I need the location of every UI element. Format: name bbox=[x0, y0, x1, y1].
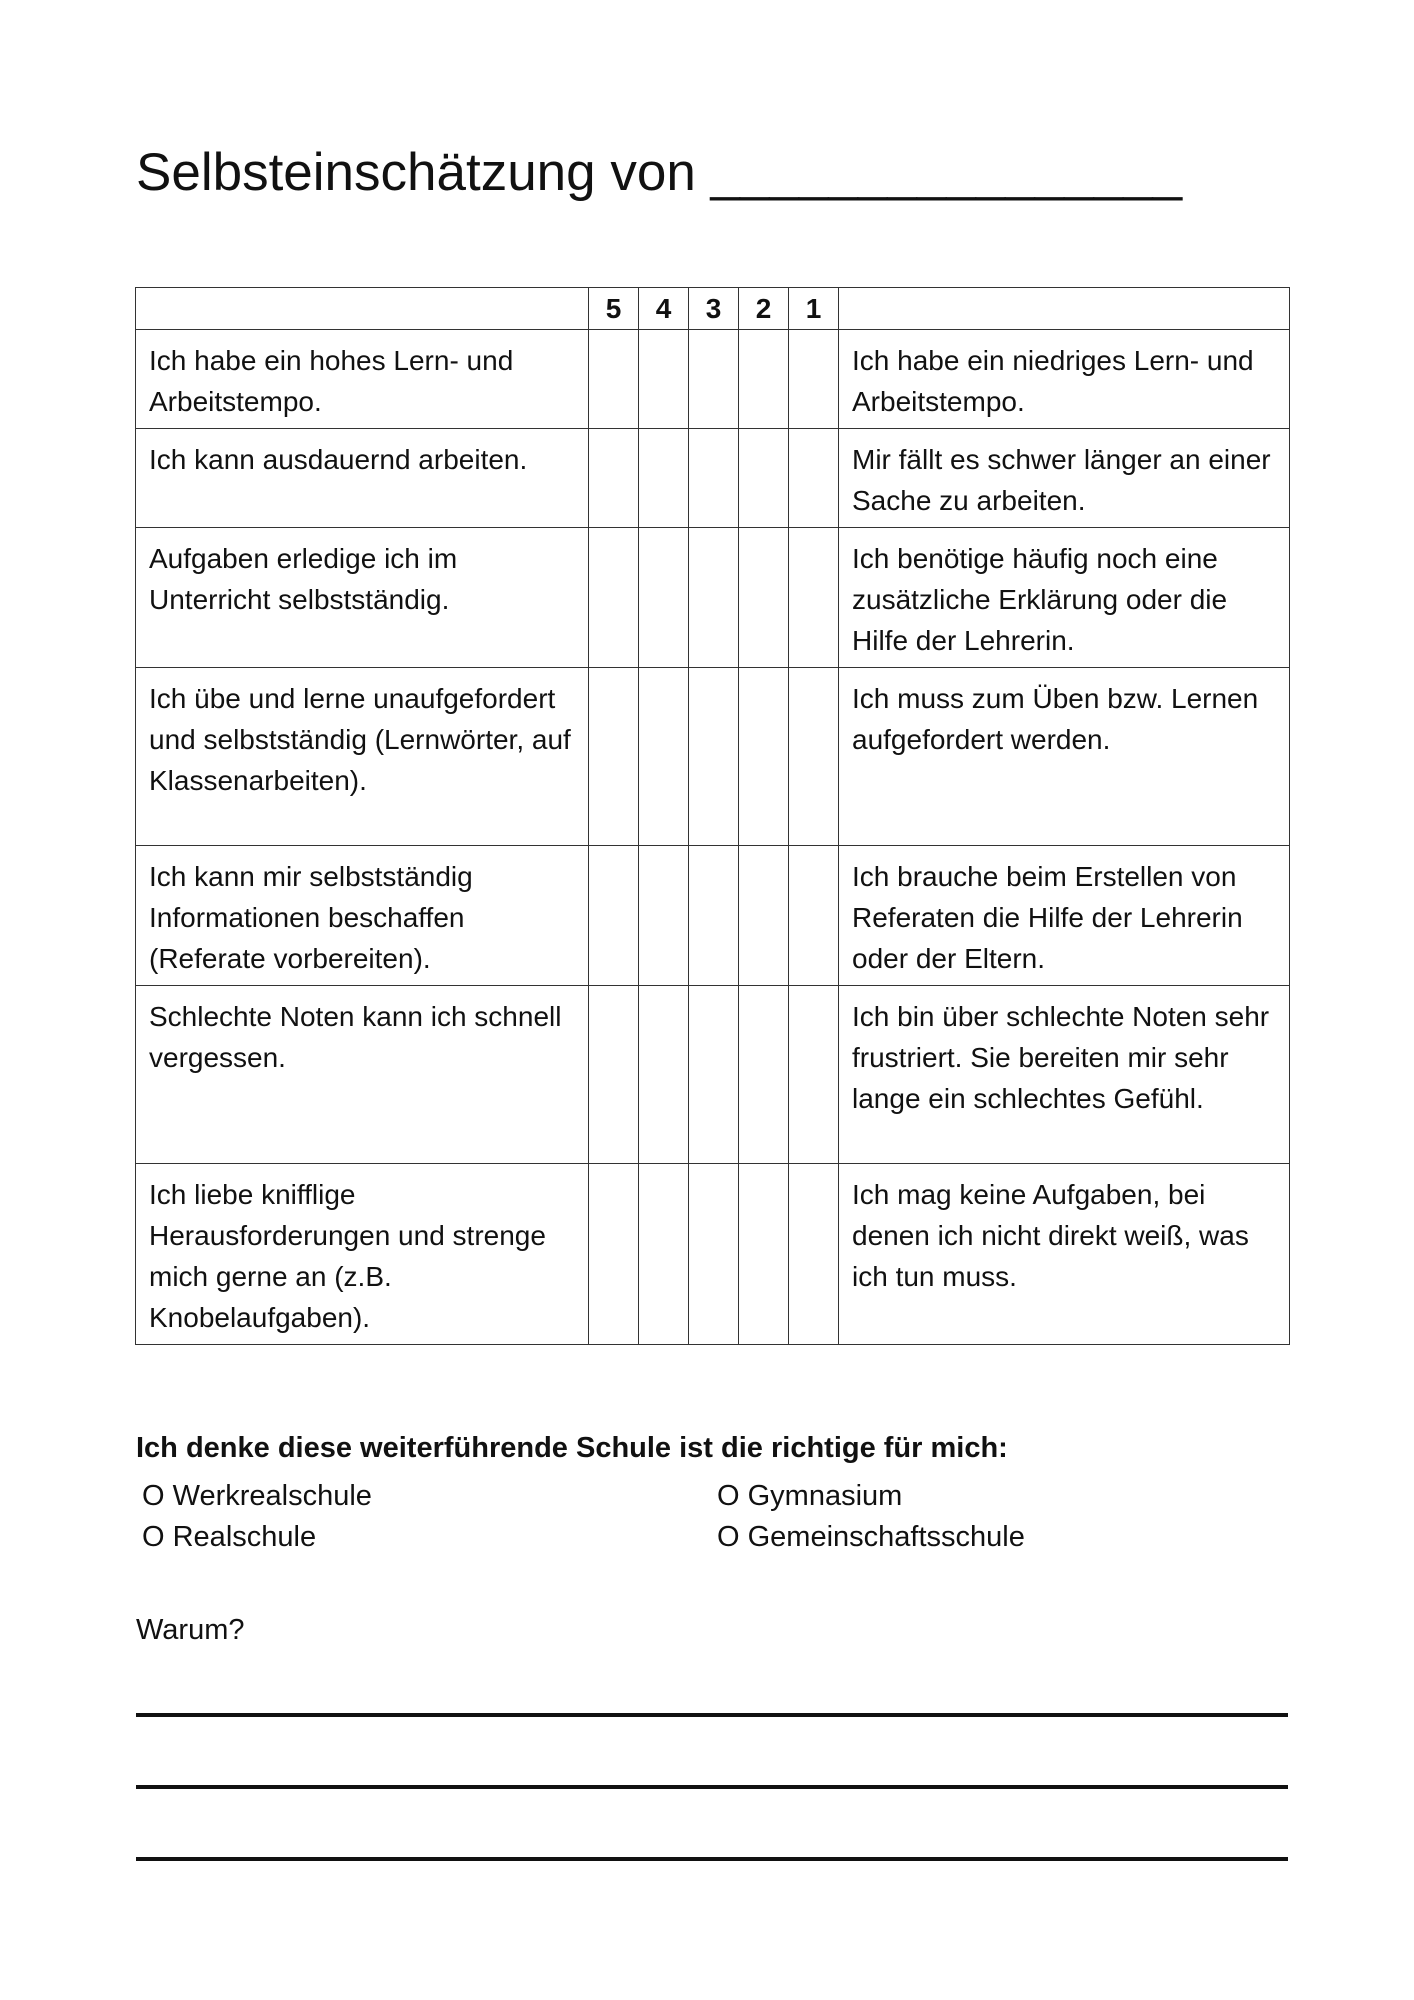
score-cell[interactable] bbox=[689, 429, 739, 528]
statement-right: Ich bin über schlechte Noten sehr frustriert. Sie bereiten mir sehr lange ein schlechtes Gefühl. bbox=[839, 986, 1290, 1164]
score-cell[interactable] bbox=[739, 986, 789, 1164]
statement-right: Ich mag keine Aufgaben, bei denen ich nicht direkt weiß, was ich tun muss. bbox=[839, 1164, 1290, 1345]
warum-label: Warum? bbox=[136, 1614, 245, 1646]
score-header-3: 3 bbox=[689, 288, 739, 330]
score-cell[interactable] bbox=[589, 528, 639, 668]
school-question: Ich denke diese weiterführende Schule ist die richtige für mich: bbox=[136, 1432, 1008, 1464]
statement-left: Ich kann ausdauernd arbeiten. bbox=[136, 429, 589, 528]
statement-right: Ich benötige häufig noch eine zusätzliche Erklärung oder die Hilfe der Lehrerin. bbox=[839, 528, 1290, 668]
score-cell[interactable] bbox=[639, 330, 689, 429]
score-cell[interactable] bbox=[589, 986, 639, 1164]
option-realschule[interactable]: O Realschule bbox=[142, 1521, 317, 1553]
score-cell[interactable] bbox=[739, 429, 789, 528]
score-cell[interactable] bbox=[689, 330, 739, 429]
score-cell[interactable] bbox=[639, 429, 689, 528]
score-cell[interactable] bbox=[589, 846, 639, 986]
statement-left: Ich kann mir selbstständig Informationen beschaffen (Referate vorbereiten). bbox=[136, 846, 589, 986]
score-cell[interactable] bbox=[739, 528, 789, 668]
score-cell[interactable] bbox=[689, 528, 739, 668]
score-cell[interactable] bbox=[789, 528, 839, 668]
statement-left: Aufgaben erledige ich im Unterricht selbstständig. bbox=[136, 528, 589, 668]
statement-right: Ich muss zum Üben bzw. Lernen aufgefordert werden. bbox=[839, 668, 1290, 846]
score-cell[interactable] bbox=[589, 429, 639, 528]
score-cell[interactable] bbox=[739, 330, 789, 429]
statement-left: Schlechte Noten kann ich schnell vergessen. bbox=[136, 986, 589, 1164]
score-cell[interactable] bbox=[689, 1164, 739, 1345]
score-cell[interactable] bbox=[789, 846, 839, 986]
answer-line[interactable] bbox=[136, 1857, 1288, 1861]
score-cell[interactable] bbox=[639, 1164, 689, 1345]
table-row bbox=[136, 668, 1290, 846]
statement-left: Ich übe und lerne unaufgefordert und selbstständig (Lernwörter, auf Klassenarbeiten). bbox=[136, 668, 589, 846]
score-cell[interactable] bbox=[789, 429, 839, 528]
option-werkrealschule[interactable]: O Werkrealschule bbox=[142, 1480, 372, 1512]
statement-left: Ich liebe knifflige Herausforderungen und strenge mich gerne an (z.B. Knobelaufgaben). bbox=[136, 1164, 589, 1345]
table-row bbox=[136, 330, 1290, 429]
statement-right: Mir fällt es schwer länger an einer Sache zu arbeiten. bbox=[839, 429, 1290, 528]
header-blank-left bbox=[136, 288, 589, 330]
score-cell[interactable] bbox=[639, 986, 689, 1164]
score-cell[interactable] bbox=[589, 668, 639, 846]
table-row bbox=[136, 1164, 1290, 1345]
score-cell[interactable] bbox=[589, 1164, 639, 1345]
table-row bbox=[136, 846, 1290, 986]
score-cell[interactable] bbox=[689, 846, 739, 986]
statement-left: Ich habe ein hohes Lern- und Arbeitstempo. bbox=[136, 330, 589, 429]
page-title: Selbsteinschätzung von ________________ bbox=[136, 143, 1183, 202]
score-cell[interactable] bbox=[739, 668, 789, 846]
score-cell[interactable] bbox=[789, 1164, 839, 1345]
score-header-5: 5 bbox=[589, 288, 639, 330]
score-cell[interactable] bbox=[789, 986, 839, 1164]
score-header-4: 4 bbox=[639, 288, 689, 330]
score-cell[interactable] bbox=[639, 668, 689, 846]
score-cell[interactable] bbox=[689, 986, 739, 1164]
option-gymnasium[interactable]: O Gymnasium bbox=[717, 1480, 903, 1512]
score-cell[interactable] bbox=[639, 846, 689, 986]
score-header-1: 1 bbox=[789, 288, 839, 330]
score-cell[interactable] bbox=[589, 330, 639, 429]
score-header-row bbox=[136, 288, 1290, 330]
option-gemeinschaftsschule[interactable]: O Gemeinschaftsschule bbox=[717, 1521, 1025, 1553]
score-cell[interactable] bbox=[739, 846, 789, 986]
score-cell[interactable] bbox=[639, 528, 689, 668]
answer-line[interactable] bbox=[136, 1713, 1288, 1717]
score-cell[interactable] bbox=[689, 668, 739, 846]
table-row bbox=[136, 986, 1290, 1164]
header-blank-right bbox=[839, 288, 1290, 330]
self-assessment-table bbox=[135, 287, 1290, 1345]
statement-right: Ich habe ein niedriges Lern- und Arbeitstempo. bbox=[839, 330, 1290, 429]
score-cell[interactable] bbox=[739, 1164, 789, 1345]
table-row bbox=[136, 528, 1290, 668]
table-row bbox=[136, 429, 1290, 528]
score-header-2: 2 bbox=[739, 288, 789, 330]
score-cell[interactable] bbox=[789, 330, 839, 429]
statement-right: Ich brauche beim Erstellen von Referaten die Hilfe der Lehrerin oder der Eltern. bbox=[839, 846, 1290, 986]
answer-line[interactable] bbox=[136, 1785, 1288, 1789]
score-cell[interactable] bbox=[789, 668, 839, 846]
